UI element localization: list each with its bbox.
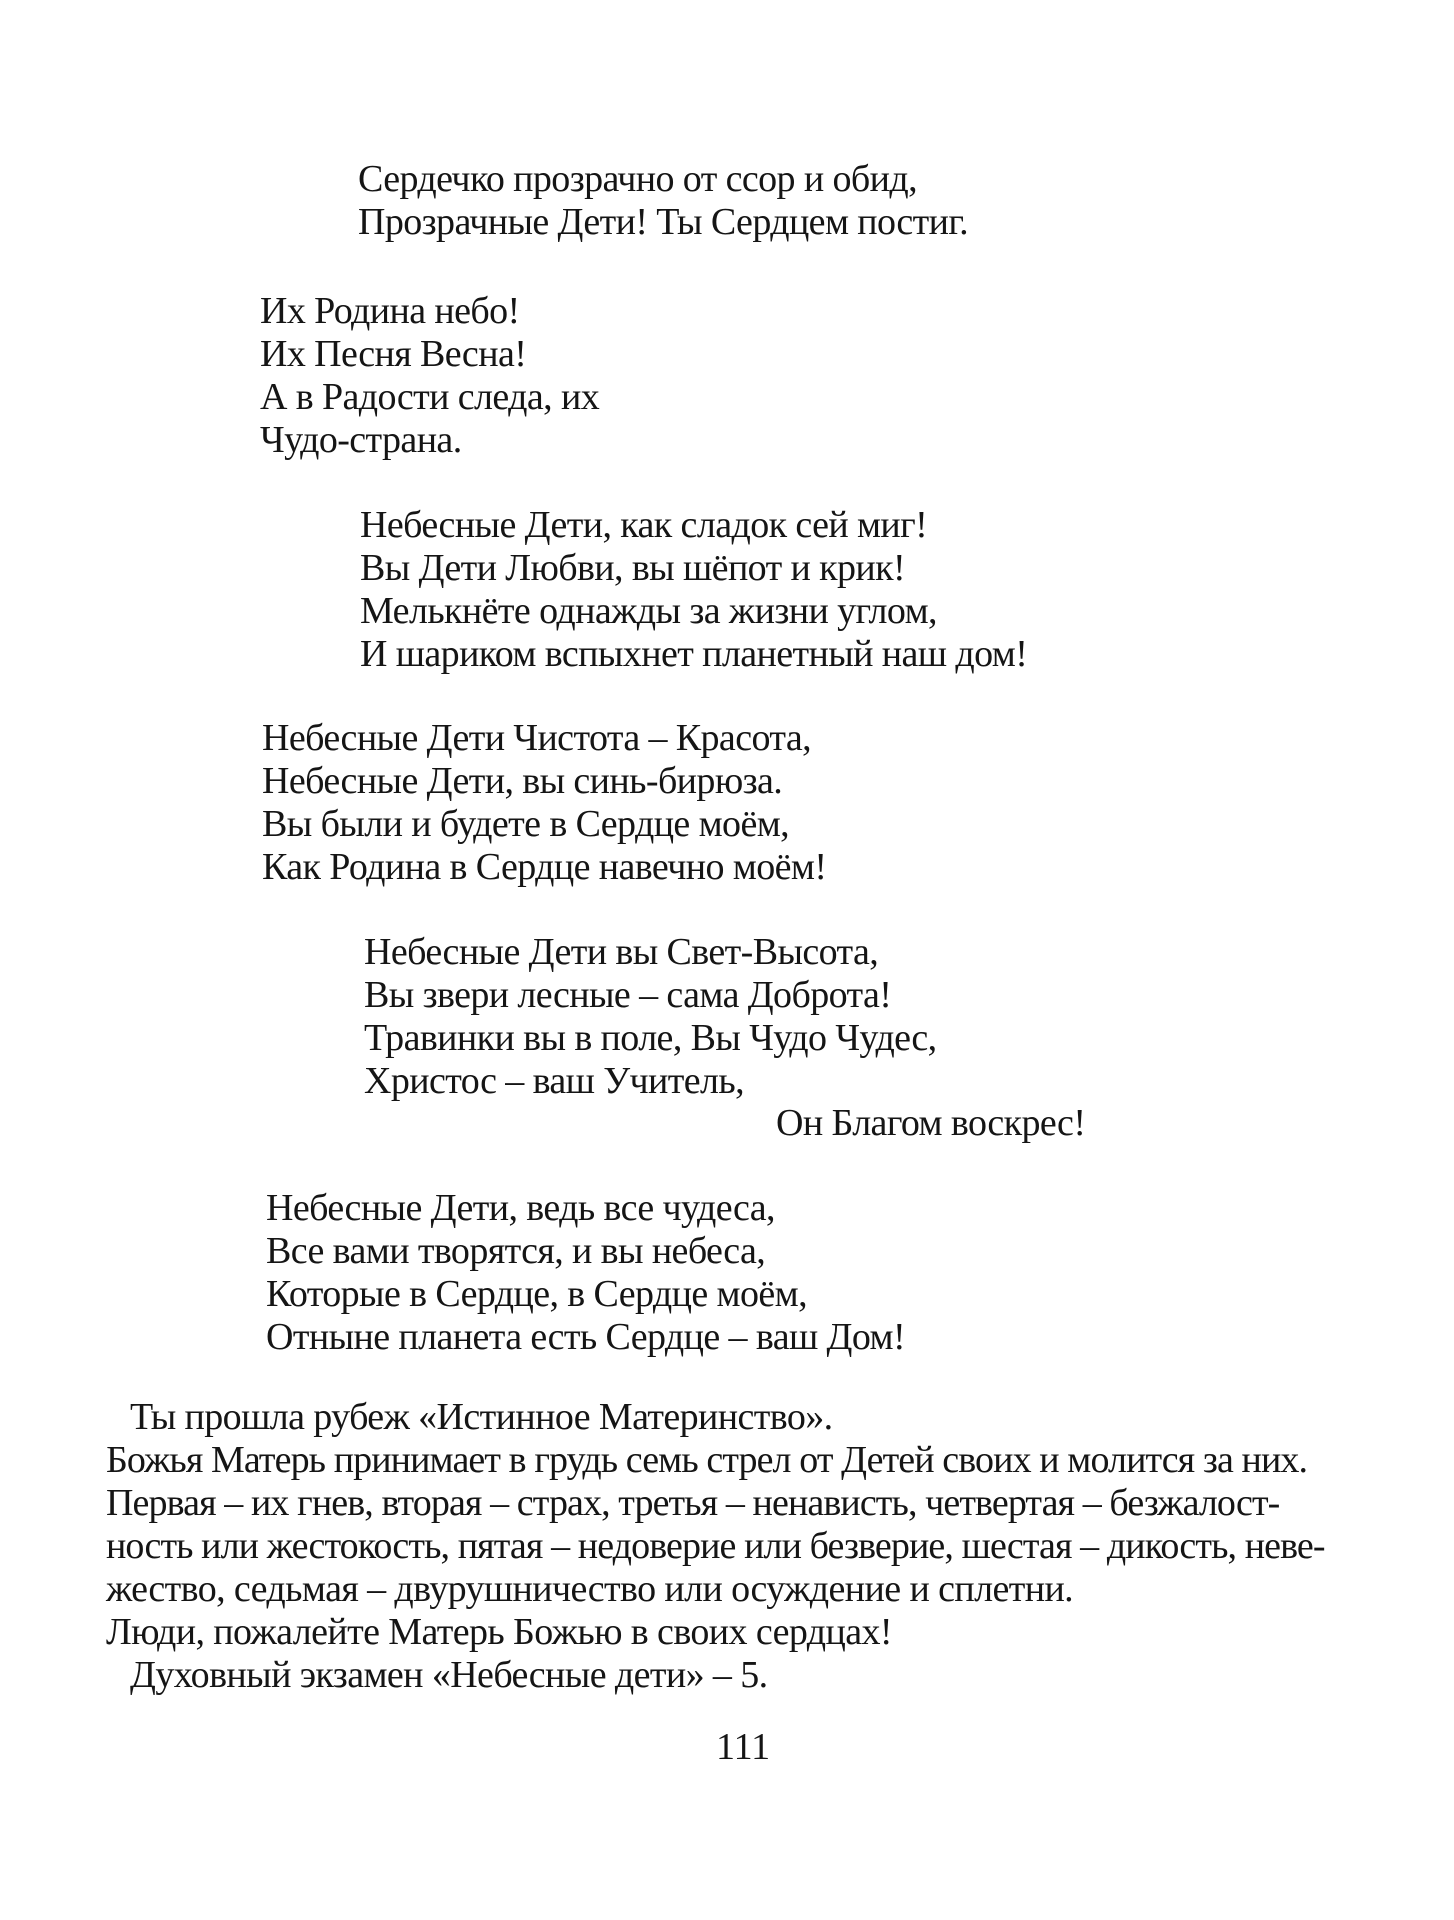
poem-line: А в Радости следа, их (260, 376, 600, 418)
poem-line: Все вами творятся, и вы небеса, (266, 1230, 766, 1272)
prose-line: Люди, пожалейте Матерь Божью в своих сердцах! (106, 1611, 892, 1653)
poem-line: Небесные Дети, ведь все чудеса, (266, 1187, 775, 1229)
poem-line: Вы Дети Любви, вы шёпот и крик! (360, 547, 906, 589)
prose-line: ность или жестокость, пятая – недоверие или безверие, шестая – дикость, неве- (106, 1525, 1325, 1567)
poem-line: Прозрачные Дети! Ты Сердцем постиг. (358, 201, 968, 243)
poem-line: Вы звери лесные – сама Доброта! (364, 974, 892, 1016)
poem-line: Он Благом воскрес! (776, 1102, 1086, 1144)
prose-line: жество, седьмая – двурушничество или осуждение и сплетни. (106, 1568, 1074, 1610)
poem-line: Как Родина в Сердце навечно моём! (262, 846, 827, 888)
poem-line: Отныне планета есть Сердце – ваш Дом! (266, 1316, 906, 1358)
poem-line: И шариком вспыхнет планетный наш дом! (360, 633, 1028, 675)
poem-line: Их Родина небо! (260, 290, 520, 332)
prose-line: Первая – их гнев, вторая – страх, третья – ненависть, четвертая – безжалост- (106, 1482, 1280, 1524)
poem-line: Их Песня Весна! (260, 333, 527, 375)
prose-line: Духовный экзамен «Небесные дети» – 5. (130, 1654, 768, 1696)
poem-line: Вы были и будете в Сердце моём, (262, 803, 790, 845)
poem-line: Небесные Дети Чистота – Красота, (262, 717, 812, 759)
poem-line: Небесные Дети вы Свет-Высота, (364, 931, 879, 973)
prose-line: Ты прошла рубеж «Истинное Материнство». (130, 1396, 833, 1438)
poem-line: Чудо-страна. (260, 419, 462, 461)
poem-line: Сердечко прозрачно от ссор и обид, (358, 158, 917, 200)
poem-line: Небесные Дети, вы синь-бирюза. (262, 760, 783, 802)
poem-line: Небесные Дети, как сладок сей миг! (360, 504, 928, 546)
page-number: 111 (716, 1726, 771, 1768)
poem-line: Которые в Сердце, в Сердце моём, (266, 1273, 808, 1315)
poem-line: Мелькнёте однажды за жизни углом, (360, 590, 937, 632)
prose-line: Божья Матерь принимает в грудь семь стрел от Детей своих и молится за них. (106, 1439, 1308, 1481)
poem-line: Христос – ваш Учитель, (364, 1060, 745, 1102)
poem-line: Травинки вы в поле, Вы Чудо Чудес, (364, 1017, 937, 1059)
